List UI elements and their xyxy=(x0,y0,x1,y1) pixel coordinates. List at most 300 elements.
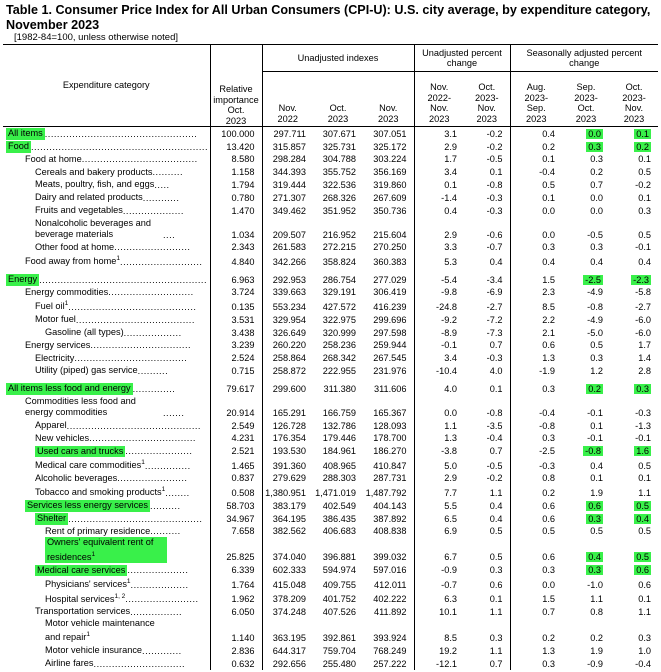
value: 0.4 xyxy=(489,500,503,511)
value: 326.649 xyxy=(272,327,306,338)
value: -8.9 xyxy=(441,327,457,338)
category-label xyxy=(45,537,167,563)
value: 1.7 xyxy=(638,340,651,351)
value-cell xyxy=(414,605,464,618)
value-cell xyxy=(414,178,464,191)
value: -0.9 xyxy=(587,658,603,669)
table-row xyxy=(3,178,658,191)
value: 0.7 xyxy=(489,446,503,457)
value: -4.9 xyxy=(587,287,603,298)
value-cell xyxy=(510,382,562,395)
footnote-marker: 1 xyxy=(116,255,121,263)
value: 0.4 xyxy=(489,513,503,524)
value: -0.1 xyxy=(587,407,603,418)
value: 258.236 xyxy=(322,340,356,351)
value-cell xyxy=(464,432,510,445)
value-cell xyxy=(262,419,313,432)
value: 383.179 xyxy=(272,500,306,511)
category-label xyxy=(25,154,82,166)
value-cell xyxy=(210,576,262,591)
category-label xyxy=(35,314,76,326)
value: 404.143 xyxy=(373,500,407,511)
value-cell xyxy=(313,273,363,286)
value: 0.3 xyxy=(542,658,555,669)
value-cell xyxy=(610,576,658,591)
value: 299.696 xyxy=(373,314,407,325)
value: -1.4 xyxy=(441,192,457,203)
header-line: 2022- xyxy=(427,92,451,103)
value: 0.4 xyxy=(636,513,649,524)
category-label xyxy=(35,298,68,313)
value: -3.8 xyxy=(441,446,457,457)
value: 0.3 xyxy=(590,154,603,165)
value: 1.1 xyxy=(489,645,503,656)
value-cell xyxy=(510,605,562,618)
value: -0.9 xyxy=(441,565,457,576)
value: 1.158 xyxy=(231,167,255,178)
value-cell xyxy=(464,618,510,644)
value: 0.5 xyxy=(638,229,651,240)
value-cell xyxy=(562,499,610,512)
value-cell xyxy=(510,241,562,254)
value-cell xyxy=(510,165,562,178)
value-cell xyxy=(262,576,313,591)
unadjusted-indexes-header: Unadjusted indexes xyxy=(262,45,414,72)
value: -0.8 xyxy=(539,420,555,431)
table-row xyxy=(3,286,658,299)
value: 292.953 xyxy=(272,274,306,285)
value: 351.952 xyxy=(322,205,356,216)
value: 0.5 xyxy=(638,167,651,178)
value: 391.360 xyxy=(272,460,306,471)
value: 0.1 xyxy=(638,473,651,484)
value: 6.7 xyxy=(444,552,457,563)
value-cell xyxy=(510,512,562,525)
value-cell xyxy=(262,241,313,254)
value: -7.2 xyxy=(486,314,503,325)
value: 0.0 xyxy=(444,407,457,418)
leader-dots: .......................................................... xyxy=(30,141,209,152)
value-cell xyxy=(210,537,262,563)
value-cell xyxy=(313,563,363,576)
category-cell xyxy=(3,253,210,268)
value: 260.220 xyxy=(272,340,306,351)
value-cell xyxy=(414,382,464,395)
value: 2.3 xyxy=(542,287,555,298)
table-row xyxy=(3,313,658,326)
value-cell xyxy=(562,444,610,457)
value-cell xyxy=(562,364,610,377)
value-cell xyxy=(262,298,313,313)
value: -0.6 xyxy=(486,229,503,240)
table-title: Table 1. Consumer Price Index for All Urban Consumers (CPI-U): U.S. city average, by expenditure category, November 2023 xyxy=(6,3,651,32)
value-cell xyxy=(363,512,414,525)
value: 342.266 xyxy=(272,256,306,267)
leader-dots: .......... xyxy=(150,526,181,537)
value-cell xyxy=(414,657,464,670)
value-cell xyxy=(414,364,464,377)
value-cell xyxy=(610,382,658,395)
value: 0.6 xyxy=(542,340,555,351)
value-cell xyxy=(610,326,658,339)
value-cell xyxy=(210,432,262,445)
header-line: Nov. xyxy=(477,103,496,113)
value-cell xyxy=(510,253,562,268)
value-cell xyxy=(363,576,414,591)
value: 184.961 xyxy=(322,446,356,457)
value-cell xyxy=(610,313,658,326)
value-cell xyxy=(464,444,510,457)
value-cell xyxy=(363,241,414,254)
category-label xyxy=(35,457,145,472)
value-cell xyxy=(210,178,262,191)
value: 407.526 xyxy=(322,606,356,617)
value-cell xyxy=(262,618,313,644)
value-cell xyxy=(562,537,610,563)
value-cell xyxy=(313,127,363,140)
value: 0.1 xyxy=(638,594,651,605)
value: 216.952 xyxy=(322,229,356,240)
table-row xyxy=(3,204,658,217)
value-cell xyxy=(562,605,610,618)
value: 298.284 xyxy=(272,154,306,165)
value-cell xyxy=(210,457,262,472)
value: 322.975 xyxy=(322,314,356,325)
value: 0.6 xyxy=(489,579,503,590)
value-cell xyxy=(510,153,562,166)
table-row xyxy=(3,484,658,499)
value: -2.7 xyxy=(635,301,651,312)
category-cell xyxy=(3,591,210,606)
value-cell xyxy=(562,241,610,254)
footnote-marker: 1 xyxy=(86,631,90,639)
category-name: Energy xyxy=(8,274,38,285)
value: 1.5 xyxy=(542,274,555,285)
value-cell xyxy=(562,273,610,286)
value-cell xyxy=(464,140,510,153)
value-cell xyxy=(562,457,610,472)
value-cell xyxy=(262,499,313,512)
cpi-table xyxy=(3,44,658,670)
value-cell xyxy=(562,127,610,140)
value-cell xyxy=(363,591,414,606)
value-cell xyxy=(313,657,363,670)
category-label xyxy=(35,606,130,618)
table-row xyxy=(3,432,658,445)
value: -5.8 xyxy=(635,287,651,298)
category-cell xyxy=(3,217,210,241)
leader-dots: ....................................................... xyxy=(39,274,208,285)
value: 0.3 xyxy=(588,513,601,524)
value-cell xyxy=(610,432,658,445)
value-cell xyxy=(510,217,562,241)
value-cell xyxy=(363,178,414,191)
leader-dots: .................................................. xyxy=(44,128,198,139)
value-cell xyxy=(414,339,464,352)
value-cell xyxy=(562,512,610,525)
value: 7.7 xyxy=(444,487,457,498)
value-cell xyxy=(210,286,262,299)
value: 0.0 xyxy=(590,205,603,216)
value: 3.1 xyxy=(444,128,457,139)
category-name: Electricity xyxy=(35,352,75,363)
value: 277.029 xyxy=(373,274,407,285)
value: 0.2 xyxy=(542,141,555,152)
value-cell xyxy=(610,472,658,485)
value: 378.209 xyxy=(272,594,306,605)
value-cell xyxy=(313,618,363,644)
value-cell xyxy=(610,563,658,576)
value: 0.4 xyxy=(590,256,603,267)
category-name: Motor fuel xyxy=(35,314,76,325)
value: 374.040 xyxy=(272,552,306,563)
value: 0.837 xyxy=(231,473,255,484)
table-row xyxy=(3,457,658,472)
value-cell xyxy=(510,178,562,191)
value: -0.1 xyxy=(635,433,651,444)
value-cell xyxy=(464,657,510,670)
category-name: Commodities less food and energy commodities xyxy=(25,395,136,418)
value-cell xyxy=(313,351,363,364)
value: 6.963 xyxy=(231,274,255,285)
value: 311.606 xyxy=(373,383,407,394)
value: 2.9 xyxy=(444,473,457,484)
value: 267.609 xyxy=(373,192,407,203)
category-cell xyxy=(3,298,210,313)
leader-dots: .............. xyxy=(132,383,176,394)
value: 100.000 xyxy=(221,128,255,139)
value-cell xyxy=(313,253,363,268)
category-name: Services less energy services xyxy=(27,500,149,511)
value-cell xyxy=(510,484,562,499)
value: 1.1 xyxy=(590,594,603,605)
leader-dots: ......................... xyxy=(114,242,191,253)
value-cell xyxy=(610,127,658,140)
value: 0.715 xyxy=(231,365,255,376)
value: 1.1 xyxy=(489,487,503,498)
value: 0.3 xyxy=(542,433,555,444)
value-cell xyxy=(464,178,510,191)
value-cell xyxy=(510,525,562,538)
value: 319.444 xyxy=(272,179,306,190)
value: -0.4 xyxy=(635,658,651,669)
value: 209.507 xyxy=(272,229,306,240)
value: 412.011 xyxy=(373,579,407,590)
value-cell xyxy=(363,484,414,499)
value-cell xyxy=(610,253,658,268)
leader-dots: .............................. xyxy=(93,658,186,669)
category-cell xyxy=(3,644,210,657)
value-cell xyxy=(210,313,262,326)
value-cell xyxy=(610,191,658,204)
value-cell xyxy=(610,364,658,377)
leader-dots: .......................................... xyxy=(68,301,197,312)
value: 58.703 xyxy=(226,500,255,511)
column-header xyxy=(562,72,610,127)
relative-importance-header xyxy=(210,45,262,127)
value-cell xyxy=(610,395,658,419)
value-cell xyxy=(210,153,262,166)
table-row xyxy=(3,165,658,178)
value-cell xyxy=(210,472,262,485)
value: 356.169 xyxy=(373,167,407,178)
value-cell xyxy=(313,217,363,241)
value-cell xyxy=(610,537,658,563)
value-cell xyxy=(464,512,510,525)
table-row xyxy=(3,217,658,241)
value: 3.4 xyxy=(444,353,457,364)
category-name: New vehicles xyxy=(35,432,90,443)
value-cell xyxy=(510,457,562,472)
value: -7.3 xyxy=(486,327,503,338)
value: 268.342 xyxy=(322,353,356,364)
value: 288.303 xyxy=(322,473,356,484)
value: 279.629 xyxy=(272,473,306,484)
table-row xyxy=(3,351,658,364)
value-cell xyxy=(610,525,658,538)
table-row xyxy=(3,537,658,563)
value: -0.2 xyxy=(635,179,651,190)
value: 19.2 xyxy=(439,645,457,656)
value: 8.5 xyxy=(444,632,457,643)
category-cell xyxy=(3,191,210,204)
value: 1.7 xyxy=(444,154,457,165)
value-cell xyxy=(562,191,610,204)
value-cell xyxy=(313,525,363,538)
value: 126.728 xyxy=(272,420,306,431)
column-header xyxy=(610,72,658,127)
value: 1.3 xyxy=(542,645,555,656)
value-cell xyxy=(414,153,464,166)
value-cell xyxy=(210,444,262,457)
value: 303.224 xyxy=(373,154,407,165)
value: 358.824 xyxy=(322,256,356,267)
value: 272.215 xyxy=(322,242,356,253)
category-name: Apparel xyxy=(35,420,67,431)
value: 1.9 xyxy=(590,487,603,498)
leader-dots: .... xyxy=(163,229,176,240)
value: 0.632 xyxy=(231,658,255,669)
value-cell xyxy=(562,644,610,657)
value-cell xyxy=(262,512,313,525)
value-cell xyxy=(262,178,313,191)
value: 0.7 xyxy=(542,606,555,617)
value: 25.825 xyxy=(226,552,255,563)
header-line: Seasonally adjusted percent xyxy=(526,47,642,58)
value: -0.3 xyxy=(486,205,503,216)
table-row xyxy=(3,591,658,606)
category-name: Medical care services xyxy=(37,564,126,575)
value-cell xyxy=(363,217,414,241)
header-line: Nov. xyxy=(278,103,297,113)
value-cell xyxy=(414,165,464,178)
value: -5.4 xyxy=(441,274,457,285)
value-cell xyxy=(210,127,262,140)
category-name: Used cars and trucks xyxy=(37,445,124,456)
category-cell xyxy=(3,382,210,395)
table-subtitle: [1982-84=100, unless otherwise noted] xyxy=(14,32,178,43)
table-row xyxy=(3,618,658,644)
value-cell xyxy=(363,339,414,352)
value: 0.6 xyxy=(636,565,649,576)
value: 179.446 xyxy=(322,433,356,444)
value-cell xyxy=(210,512,262,525)
value: 0.5 xyxy=(590,526,603,537)
table-row xyxy=(3,153,658,166)
table-row xyxy=(3,657,658,670)
leader-dots: .......... xyxy=(152,167,183,178)
value-cell xyxy=(464,395,510,419)
value: -6.0 xyxy=(635,314,651,325)
value-cell xyxy=(562,472,610,485)
value: 4.0 xyxy=(489,365,503,376)
leader-dots: ............................................ xyxy=(66,420,201,431)
header-line: Oct. xyxy=(577,103,595,113)
value: 261.583 xyxy=(272,242,306,253)
value: 427.572 xyxy=(322,301,356,312)
value-cell xyxy=(313,339,363,352)
value-cell xyxy=(464,204,510,217)
category-cell xyxy=(3,351,210,364)
value-cell xyxy=(464,419,510,432)
value-cell xyxy=(464,339,510,352)
value: 0.1 xyxy=(638,154,651,165)
value: 1.0 xyxy=(638,645,651,656)
value-cell xyxy=(510,326,562,339)
value: 0.1 xyxy=(542,154,555,165)
value: -0.3 xyxy=(539,460,555,471)
category-name: Tobacco and smoking products xyxy=(35,487,162,498)
value: 1.4 xyxy=(638,353,651,364)
value: 1.140 xyxy=(231,632,255,643)
header-line: Sep. xyxy=(526,103,546,113)
header-line: 2023- xyxy=(574,92,598,103)
value: 0.2 xyxy=(542,487,555,498)
value: 1.1 xyxy=(444,420,457,431)
value: 271.307 xyxy=(272,192,306,203)
value: -0.8 xyxy=(587,301,603,312)
value-cell xyxy=(510,351,562,364)
value: 0.5 xyxy=(489,552,503,563)
category-cell xyxy=(3,326,210,339)
value-cell xyxy=(262,253,313,268)
value: 402.549 xyxy=(322,500,356,511)
value-cell xyxy=(363,472,414,485)
value: 2.836 xyxy=(231,645,255,656)
category-name: Nonalcoholic beverages and beverage materials xyxy=(35,217,151,240)
category-name: Energy commodities xyxy=(25,286,109,297)
value: 0.4 xyxy=(542,256,555,267)
value-cell xyxy=(562,326,610,339)
value-cell xyxy=(562,395,610,419)
value-cell xyxy=(313,537,363,563)
value: 0.5 xyxy=(542,179,555,190)
leader-dots: ............................ xyxy=(108,287,194,298)
value: 0.6 xyxy=(542,552,555,563)
category-label xyxy=(6,128,45,140)
category-cell xyxy=(3,419,210,432)
category-name: Motor vehicle insurance xyxy=(45,645,143,656)
value-cell xyxy=(562,618,610,644)
value-cell xyxy=(464,537,510,563)
value: 1.3 xyxy=(444,433,457,444)
value-cell xyxy=(464,127,510,140)
value-cell xyxy=(363,286,414,299)
value: -0.4 xyxy=(539,167,555,178)
value: 1,487.792 xyxy=(365,487,407,498)
category-label xyxy=(35,205,123,217)
value-cell xyxy=(414,444,464,457)
